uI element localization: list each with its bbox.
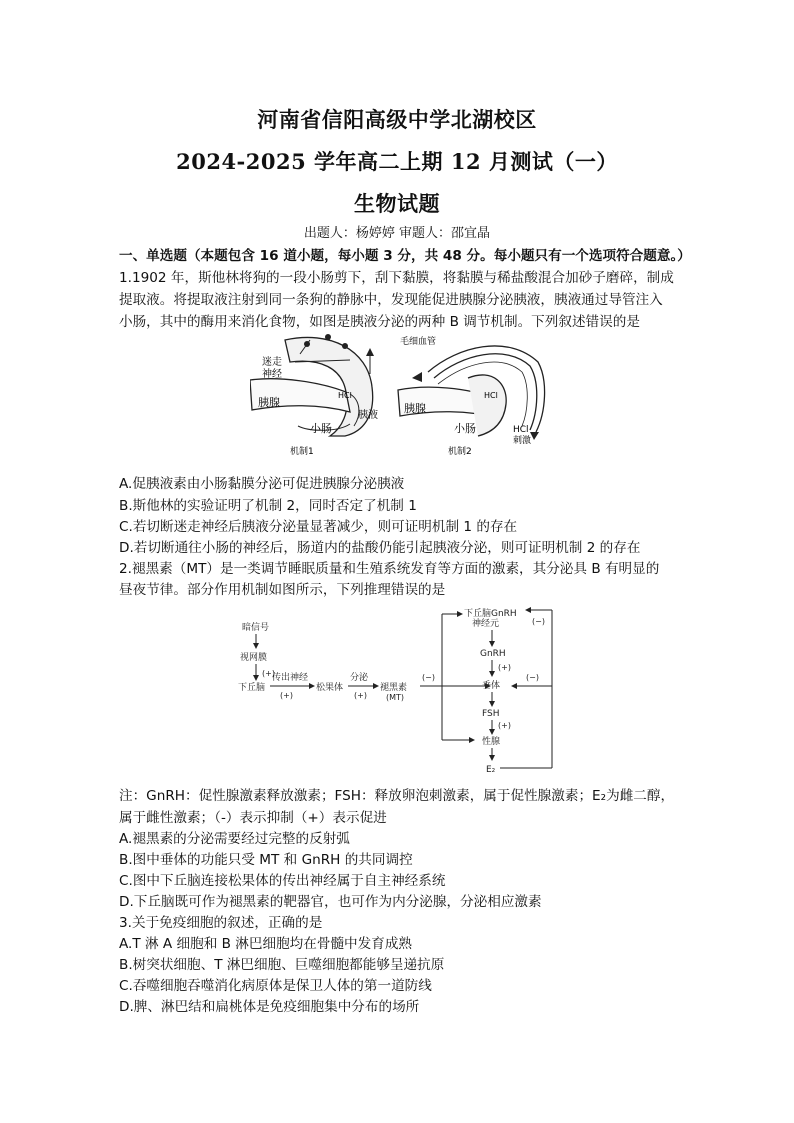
exam-title: 2024-2025 学年高二上期 12 月测试（一）	[176, 149, 618, 174]
mechanism-1	[250, 334, 378, 457]
pancreas-label-2: 胰腺	[404, 402, 426, 415]
minus-label-3: (−)	[526, 673, 539, 682]
plus-label-3: (+)	[354, 691, 367, 700]
plus-label: (+)	[262, 669, 275, 678]
q2-option-c: C.图中下丘脑连接松果体的传出神经属于自主神经系统	[119, 873, 446, 889]
pituitary-label: 垂体	[482, 681, 501, 691]
plus-label-4: (+)	[498, 663, 511, 672]
q2-option-b: B.图中垂体的功能只受 MT 和 GnRH 的共同调控	[119, 852, 413, 868]
hypothalamus-label: 下丘脑	[238, 683, 266, 693]
pineal-label: 松果体	[316, 683, 344, 693]
q3-option-b: B.树突状细胞、T 淋巴细胞、巨噬细胞都能够呈递抗原	[119, 957, 445, 973]
q3-option-c: C.吞噬细胞吞噬消化病原体是保卫人体的第一道防线	[119, 978, 432, 994]
minus-label-2: (−)	[532, 617, 545, 626]
q2-stem-line: 昼夜节律。部分作用机制如图所示，下列推理错误的是	[119, 582, 446, 598]
mt-label: (MT)	[386, 693, 405, 702]
gnrh-label: GnRH	[480, 649, 506, 659]
nerve-label-2: 神经	[262, 369, 282, 380]
q2-figure	[236, 600, 556, 776]
mechanism-1-caption: 机制1	[290, 447, 314, 457]
hcl-label: HCl	[338, 391, 352, 400]
fsh-label: FSH	[482, 709, 500, 719]
q3-stem: 3.关于免疫细胞的叙述，正确的是	[119, 915, 323, 931]
dark-signal-label: 暗信号	[242, 623, 270, 633]
q1-option-d: D.若切断通往小肠的神经后，肠道内的盐酸仍能引起胰液分泌，则可证明机制 2 的存在	[119, 540, 641, 556]
mechanism-2	[398, 335, 545, 457]
stim-label: 刺激	[513, 436, 532, 446]
plus-label-5: (+)	[498, 721, 511, 730]
q1-stem-line: 小肠，其中的酶用来消化食物，如图是胰液分泌的两种 B 调节机制。下列叙述错误的是	[119, 314, 640, 330]
subject-title: 生物试题	[354, 191, 440, 216]
q2-note-line: 属于雌性激素；（-）表示抑制（+）表示促进	[119, 810, 387, 826]
q1-stem-line: 提取液。将提取液注射到同一条狗的静脉中，发现能促进胰腺分泌胰液，胰液通过导管注入	[119, 292, 663, 308]
efferent-label: 传出神经	[272, 673, 309, 683]
q1-figure	[250, 332, 550, 462]
q1-stem-line: 1.1902 年，斯他林将狗的一段小肠剪下，刮下黏膜，将黏膜与稀盐酸混合加砂子磨碎，制成	[119, 270, 674, 286]
section-heading: 一、单选题（本题包含 16 道小题，每小题 3 分，共 48 分。每小题只有一个选项符合题意。）	[119, 248, 691, 264]
retina-label: 视网膜	[240, 653, 268, 663]
q3-option-d: D.脾、淋巴结和扁桃体是免疫细胞集中分布的场所	[119, 999, 420, 1015]
gonad-label: 性腺	[482, 737, 501, 747]
nerve-label: 迷走	[262, 357, 282, 368]
q2-stem-line: 2.褪黑素（MT）是一类调节睡眠质量和生殖系统发育等方面的激素，其分泌具 B 有明显的	[119, 561, 660, 577]
school-title: 河南省信阳高级中学北湖校区	[257, 107, 537, 132]
minus-label: (−)	[422, 673, 435, 682]
q2-note-line: 注：GnRH：促性腺激素释放激素；FSH：释放卵泡刺激素，属于促性腺激素；E₂为雌二醇，	[119, 788, 675, 804]
q1-option-c: C.若切断迷走神经后胰液分泌量显著减少，则可证明机制 1 的存在	[119, 519, 518, 535]
authors-line: 出题人：杨婷婷 审题人：邵宜晶	[303, 226, 491, 241]
q2-option-a: A.褪黑素的分泌需要经过完整的反射弧	[119, 831, 350, 847]
e2-label: E₂	[486, 765, 496, 775]
plus-label-2: (+)	[280, 691, 293, 700]
mechanism-2-caption: 机制2	[448, 447, 472, 457]
intestine-label: 小肠	[310, 422, 332, 435]
q2-option-d: D.下丘脑既可作为褪黑素的靶器官，也可作为内分泌腺，分泌相应激素	[119, 894, 542, 910]
capillary-label: 毛细血管	[400, 337, 437, 347]
pancreas-label: 胰腺	[258, 396, 280, 409]
q1-option-a: A.促胰液素由小肠黏膜分泌可促进胰腺分泌胰液	[119, 476, 405, 492]
q1-option-b: B.斯他林的实验证明了机制 2，同时否定了机制 1	[119, 498, 417, 514]
secrete-label: 分泌	[350, 673, 369, 683]
gnrh-neuron-label: 下丘脑GnRH	[464, 609, 517, 619]
juice-label: 胰液	[358, 410, 378, 421]
intestine-label-2: 小肠	[454, 422, 476, 435]
melatonin-label: 褪黑素	[380, 683, 408, 693]
q3-option-a: A.T 淋 A 细胞和 B 淋巴细胞均在骨髓中发育成熟	[119, 936, 413, 952]
hcl-stim-label: HCl	[513, 425, 529, 435]
neuron-label: 神经元	[472, 619, 500, 629]
hcl-label-2: HCl	[484, 391, 498, 400]
